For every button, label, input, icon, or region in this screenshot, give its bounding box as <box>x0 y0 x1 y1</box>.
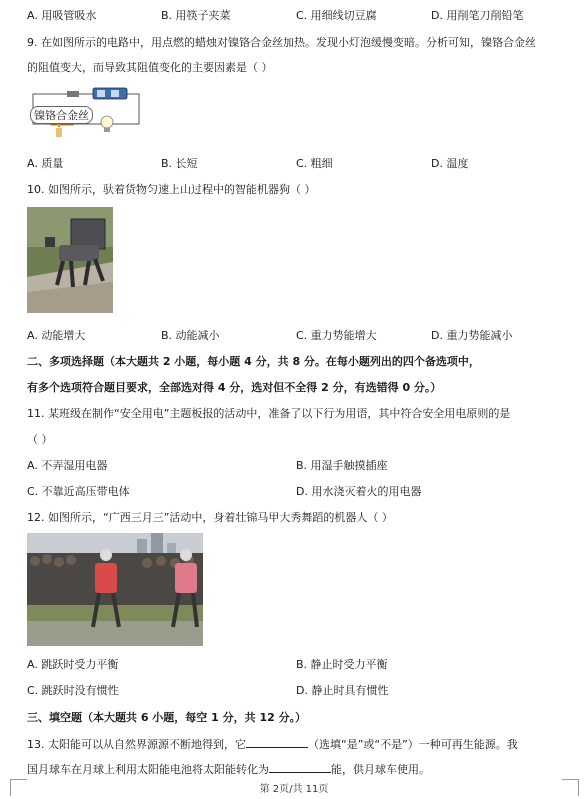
dancing-robots-photo <box>27 533 203 646</box>
q13-line1-text-b: （选填“是”或“不是”）一种可再生能源。我 <box>308 738 518 751</box>
q9-option-d: D. 温度 <box>431 157 469 170</box>
q13-blank-1[interactable] <box>246 737 308 748</box>
q11-stem-line2: （ ） <box>27 433 53 446</box>
option-d-top: D. 用削笔刀削铅笔 <box>431 9 524 22</box>
alloy-wire-label: 镍铬合金丝 <box>30 106 93 124</box>
q13-line2-text-b: 能，供月球车使用。 <box>331 763 430 776</box>
dancing-robots-image <box>27 533 203 646</box>
q12-option-b: B. 静止时受力平衡 <box>296 658 388 671</box>
q13-line2 <box>27 761 430 777</box>
robot-dog-photo <box>27 207 113 313</box>
q9-option-b: B. 长短 <box>161 157 198 170</box>
q13-blank-2[interactable] <box>269 762 331 773</box>
q11-option-c: C. 不靠近高压带电体 <box>27 485 130 498</box>
q13-line1-text-a: 13. 太阳能可以从自然界源源不断地得到，它 <box>27 738 246 751</box>
q10-option-d: D. 重力势能减小 <box>431 329 513 342</box>
q9-stem-line1: 9. 在如图所示的电路中，用点燃的蜡烛对镍铬合金丝加热。发现小灯泡缓慢变暗。分析可知，镍铬合金丝 <box>27 36 536 49</box>
q9-option-c: C. 粗细 <box>296 157 333 170</box>
q11-option-a: A. 不弄湿用电器 <box>27 459 108 472</box>
q13-line1 <box>27 736 518 752</box>
section2-heading-line2: 有多个选项符合题目要求，全部选对得 4 分，选对但不全得 2 分，有选错得 0 分。） <box>27 381 442 394</box>
q9-stem-line2: 的阻值变大，而导致其阻值变化的主要因素是（ ） <box>27 61 273 74</box>
q11-option-d: D. 用水浇灭着火的用电器 <box>296 485 422 498</box>
q10-stem: 10. 如图所示，驮着货物匀速上山过程中的智能机器狗（ ） <box>27 183 316 196</box>
circuit-figure <box>27 84 145 138</box>
q10-option-a: A. 动能增大 <box>27 329 86 342</box>
q12-option-d: D. 静止时具有惯性 <box>296 684 389 697</box>
section3-heading: 三、填空题（本大题共 6 小题，每空 1 分，共 12 分。） <box>27 711 307 724</box>
q12-option-c: C. 跳跃时没有惯性 <box>27 684 119 697</box>
q13-line2-text-a: 国月球车在月球上利用太阳能电池将太阳能转化为 <box>27 763 269 776</box>
q12-option-a: A. 跳跃时受力平衡 <box>27 658 119 671</box>
q10-option-c: C. 重力势能增大 <box>296 329 377 342</box>
q11-stem-line1: 11. 某班级在制作“安全用电”主题板报的活动中，准备了以下行为用语，其中符合安全用电原则的是 <box>27 407 511 420</box>
section2-heading-line1: 二、多项选择题（本大题共 2 小题，每小题 4 分，共 8 分。在每小题列出的四个备选项中， <box>27 355 480 368</box>
q9-option-a: A. 质量 <box>27 157 64 170</box>
option-b-top: B. 用筷子夹菜 <box>161 9 231 22</box>
robot-dog-image <box>27 207 113 313</box>
option-a-top: A. 用吸管吸水 <box>27 9 97 22</box>
q12-stem: 12. 如图所示，“广西三月三”活动中，身着壮锦马甲大秀舞蹈的机器人（ ） <box>27 511 393 524</box>
option-c-top: C. 用细线切豆腐 <box>296 9 377 22</box>
q11-option-b: B. 用湿手触摸插座 <box>296 459 388 472</box>
page-number: 第 2页/共 11页 <box>259 784 329 795</box>
q10-option-b: B. 动能减小 <box>161 329 220 342</box>
